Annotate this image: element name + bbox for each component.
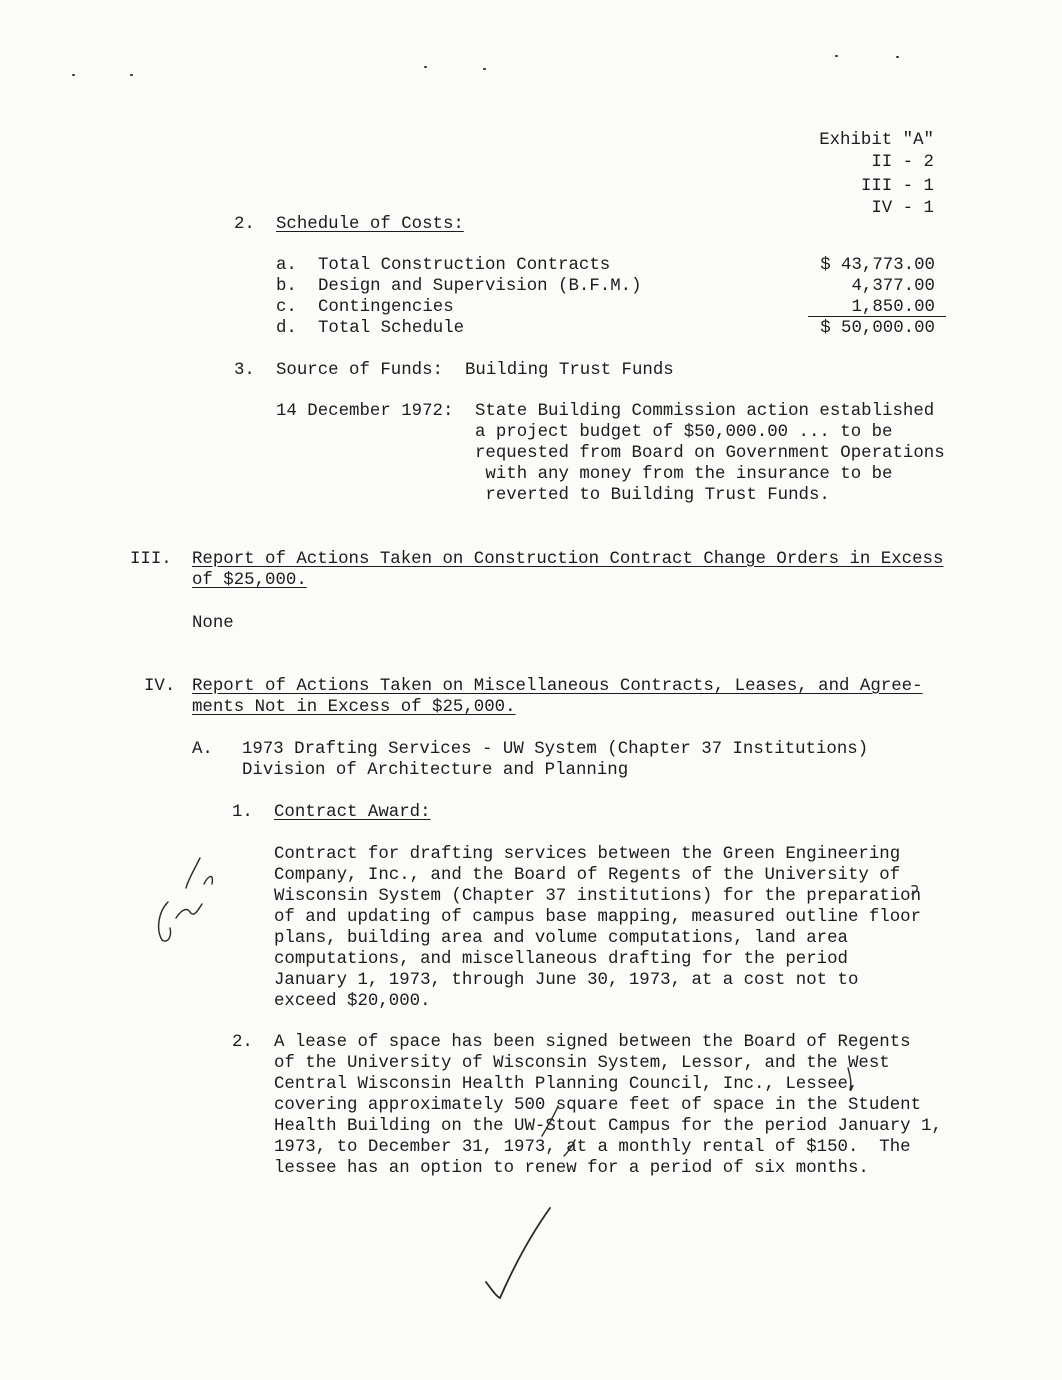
subsection-title: Division of Architecture and Planning bbox=[242, 761, 629, 780]
item-text-line: Contract for drafting services between the Green Engineering bbox=[274, 845, 901, 864]
item-text-line: lessee has an option to renew for a period of six months. bbox=[274, 1159, 869, 1178]
item-text-line: 1973, to December 31, 1973, at a monthly rental of $150. The bbox=[274, 1138, 911, 1157]
exhibit-title: Exhibit "A" bbox=[819, 131, 934, 150]
item-text-line: Central Wisconsin Health Planning Council, Inc., Lessee, bbox=[274, 1075, 859, 1094]
lessee-tick-mark bbox=[848, 1068, 851, 1090]
funds-text-line: a project budget of $50,000.00 ... to be bbox=[475, 423, 893, 442]
cost-letter: a. bbox=[276, 256, 297, 275]
section-heading: of $25,000. bbox=[192, 571, 307, 590]
item-number: 1. bbox=[232, 803, 253, 822]
item-text-line: Wisconsin System (Chapter 37 institutions) for the preparation bbox=[274, 887, 922, 906]
date-tick-mark bbox=[564, 1140, 575, 1156]
exhibit-ref: II - 2 bbox=[871, 153, 934, 172]
cost-letter: d. bbox=[276, 319, 297, 338]
section-heading: Report of Actions Taken on Construction Contract Change Orders in Excess bbox=[192, 550, 944, 569]
funds-text-line: reverted to Building Trust Funds. bbox=[475, 486, 830, 505]
section-body: None bbox=[192, 614, 234, 633]
exhibit-ref: IV - 1 bbox=[871, 199, 934, 218]
cost-label: Total Construction Contracts bbox=[318, 256, 611, 275]
section-heading: ments Not in Excess of $25,000. bbox=[192, 698, 516, 717]
section-number: III. bbox=[130, 550, 172, 569]
cost-amount: 4,377.00 bbox=[851, 277, 935, 296]
item-text-line: of and updating of campus base mapping, measured outline floor bbox=[274, 908, 922, 927]
stout-tick-mark bbox=[542, 1106, 558, 1136]
item-text-line: plans, building area and volume computations, land area bbox=[274, 929, 848, 948]
cost-amount: 1,850.00 bbox=[851, 298, 935, 317]
funds-number: 3. bbox=[234, 361, 255, 380]
cost-label: Design and Supervision (B.F.M.) bbox=[318, 277, 642, 296]
item-text-line: A lease of space has been signed between the Board of Regents bbox=[274, 1033, 911, 1052]
funds-text-line: requested from Board on Government Operations bbox=[475, 444, 945, 463]
item-text-line: Company, Inc., and the Board of Regents of the University of bbox=[274, 866, 901, 885]
item-text-line: of the University of Wisconsin System, Lessor, and the West bbox=[274, 1054, 890, 1073]
margin-scribble bbox=[159, 902, 171, 941]
margin-scribble bbox=[176, 904, 202, 918]
item-heading: Contract Award: bbox=[274, 803, 431, 822]
item-text-line: exceed $20,000. bbox=[274, 992, 431, 1011]
cost-amount: $ 43,773.00 bbox=[820, 256, 935, 275]
item-text-line: January 1, 1973, through June 30, 1973, at a cost not to bbox=[274, 971, 859, 990]
funds-date: 14 December 1972: bbox=[276, 402, 454, 421]
subsection-letter: A. bbox=[192, 740, 213, 759]
funds-text-line: with any money from the insurance to be bbox=[475, 465, 893, 484]
item-text-line: computations, and miscellaneous drafting for the period bbox=[274, 950, 848, 969]
exhibit-ref: III - 1 bbox=[860, 177, 934, 196]
check-mark bbox=[486, 1208, 550, 1298]
funds-label: Source of Funds: bbox=[276, 361, 443, 380]
item-number: 2. bbox=[232, 1033, 253, 1052]
section-heading: Report of Actions Taken on Miscellaneous Contracts, Leases, and Agree- bbox=[192, 677, 923, 696]
margin-scribble bbox=[186, 858, 200, 888]
item-text-line: covering approximately 500 square feet of space in the Student bbox=[274, 1096, 922, 1115]
item-text-line: Health Building on the UW-Stout Campus for the period January 1, bbox=[274, 1117, 942, 1136]
cost-letter: c. bbox=[276, 298, 297, 317]
subsection-title: 1973 Drafting Services - UW System (Chapter 37 Institutions) bbox=[242, 740, 869, 759]
schedule-number: 2. bbox=[234, 215, 255, 234]
cost-amount: $ 50,000.00 bbox=[820, 319, 935, 338]
section-number: IV. bbox=[144, 677, 176, 696]
cost-label: Total Schedule bbox=[318, 319, 465, 338]
cost-letter: b. bbox=[276, 277, 297, 296]
funds-value: Building Trust Funds bbox=[465, 361, 674, 380]
funds-text-line: State Building Commission action established bbox=[475, 402, 935, 421]
cost-label: Contingencies bbox=[318, 298, 454, 317]
margin-scribble bbox=[204, 876, 212, 884]
margin-scribble bbox=[912, 886, 917, 894]
schedule-heading: Schedule of Costs: bbox=[276, 215, 464, 234]
